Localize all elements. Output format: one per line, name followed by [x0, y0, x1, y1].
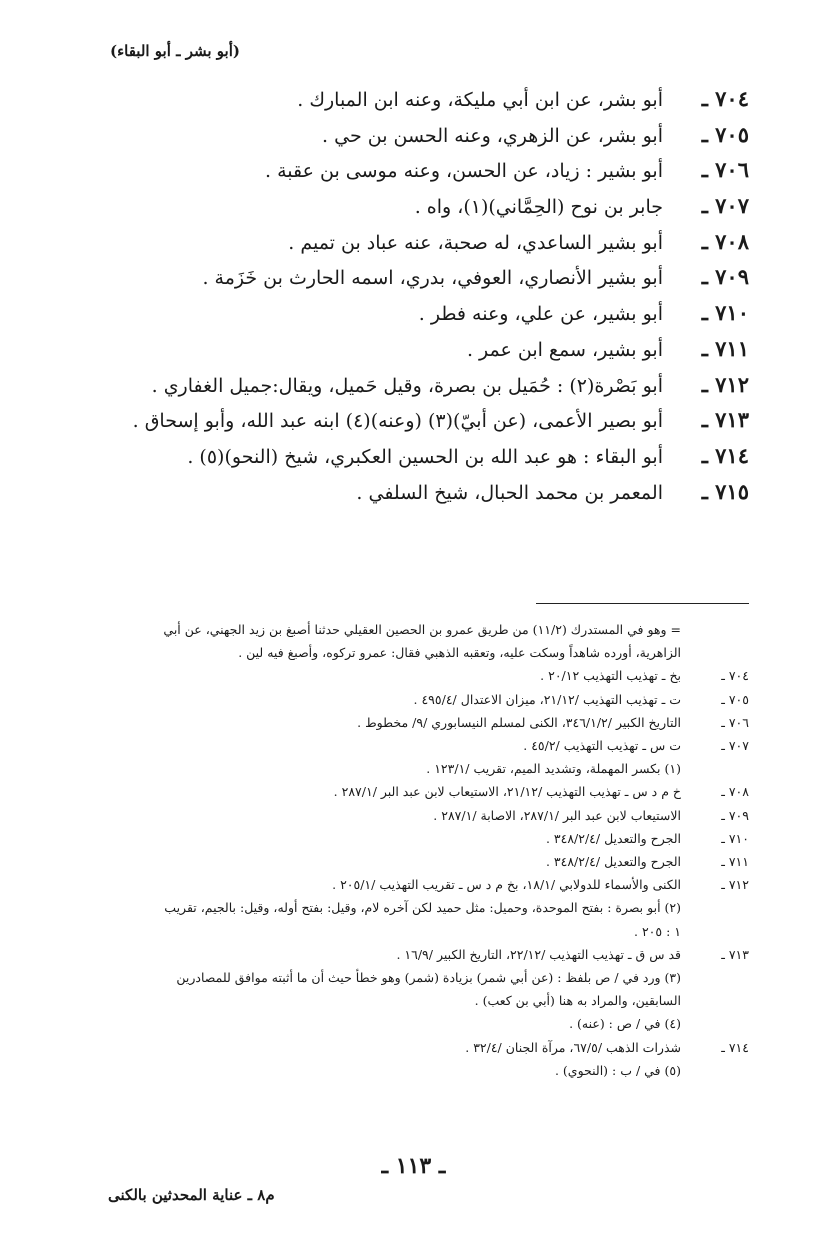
entry-row — [109, 407, 749, 443]
footnote-text: الجرح والتعديل /٣٤٨/٢/٤ . — [545, 854, 681, 870]
entry-row — [109, 157, 749, 193]
footnote-number: ٧٠٧ ـ — [721, 738, 749, 754]
footnote-row — [109, 1012, 749, 1035]
footnote-number: ٧١٢ ـ — [721, 877, 749, 893]
footnote-text: (٣) ورد في / ص بلفظ : (عن أبي شمر) بزيادة (شمر) وهو خطأ حيث أن ما أثبته موافق للمصادرين — [176, 970, 681, 986]
entry-text: أبو بشير، عن علي، وعنه فطر . — [418, 303, 663, 326]
footnote-row — [109, 757, 749, 780]
footnote-text: بخ ـ تهذيب التهذيب ٢٠/١٢ . — [540, 668, 681, 684]
footnote-row — [109, 804, 749, 827]
entry-row — [109, 122, 749, 158]
footnote-number — [681, 966, 749, 989]
footnote-number: ٧١١ ـ — [721, 854, 749, 870]
footnote-number: ٧٠٩ ـ — [721, 807, 749, 823]
footnote-row — [109, 943, 749, 966]
page-number: ـ ١١٣ ـ — [381, 1153, 446, 1179]
entry-row — [109, 372, 749, 408]
footnote-row — [109, 641, 749, 664]
footnote-row — [109, 873, 749, 896]
entry-text: أبو بشير، سمع ابن عمر . — [466, 338, 663, 361]
footnote-number: ٧٠٨ ـ — [721, 784, 749, 800]
footnote-number: ٧٠٥ ـ — [721, 691, 749, 707]
entry-row — [109, 86, 749, 122]
entry-row — [109, 264, 749, 300]
footnote-number — [681, 757, 749, 780]
entry-number: ٧١٥ ـ — [701, 478, 749, 504]
footnote-text: (٥) في / ب : (النحوي) . — [554, 1062, 681, 1078]
footnote-text: الجرح والتعديل /٣٤٨/٢/٤ . — [545, 830, 681, 846]
entry-number: ٧٠٨ ـ — [701, 228, 749, 254]
footnote-row — [109, 920, 749, 943]
footnote-text: الاستيعاب لابن عبد البر /٢٨٧/١، الاصابة /٢٨٧/١ . — [433, 807, 681, 823]
footnote-row — [109, 1036, 749, 1059]
footnote-text: خ م د س ـ تهذيب التهذيب /٢١/١٢، الاستيعاب لابن عبد البر /٢٨٧/١ . — [333, 784, 681, 800]
footnote-number: ٧١٤ ـ — [721, 1039, 749, 1055]
footnote-row — [109, 664, 749, 687]
entry-number: ٧١٠ ـ — [701, 300, 749, 326]
footnote-number: ٧١٠ ـ — [721, 830, 749, 846]
footnote-text: السابقين، والمراد به هنا (أبي بن كعب) . — [474, 993, 681, 1009]
entry-text: أبو بشير الأنصاري، العوفي، بدري، اسمه الحارث بن خَزَمة . — [202, 267, 663, 290]
entry-row — [109, 300, 749, 336]
entry-number: ٧١٤ ـ — [701, 442, 749, 468]
entries-list — [109, 86, 749, 514]
footnote-text: (٢) أبو بصرة : بفتح الموحدة، وحميل: مثل حميد لكن آخره لام، وقيل: بفتح أوله، وقيل: بالجيم، تقريب — [164, 900, 681, 916]
footnote-number — [681, 1012, 749, 1035]
entry-number: ٧٠٧ ـ — [701, 193, 749, 219]
footnote-row — [109, 896, 749, 919]
footnote-separator — [536, 603, 749, 604]
footnote-text: = وهو في المستدرك (١١/٢) من طريق عمرو بن الحصين العقيلي حدثنا أصبغ بن زيد الجهني، عن أبي — [163, 622, 681, 637]
entry-text: أبو بَصْرة(٢) : حُمَيل بن بصرة، وقيل حَميل، ويقال:جميل الغفاري . — [151, 374, 663, 397]
entry-text: أبو بشير : زياد، عن الحسن، وعنه موسى بن عقبة . — [265, 160, 663, 183]
footnote-text: (٤) في / ص : (عنه) . — [569, 1016, 681, 1032]
entry-number: ٧٠٥ ـ — [701, 121, 749, 147]
footnote-row — [109, 966, 749, 989]
footnote-number — [681, 896, 749, 919]
entry-number: ٧١١ ـ — [701, 335, 749, 361]
footnote-text: الزاهرية، أورده شاهداً وسكت عليه، وتعقبه الذهبي فقال: عمرو تركوه، وأصبغ فيه لين . — [238, 645, 681, 661]
entry-text: أبو بشر، عن الزهري، وعنه الحسن بن حي . — [322, 124, 663, 147]
entry-number: ٧٠٤ ـ — [701, 86, 749, 111]
footnote-row — [109, 734, 749, 757]
footnote-row — [109, 850, 749, 873]
entry-text: أبو بشر، عن ابن أبي مليكة، وعنه ابن المبارك . — [297, 89, 663, 111]
footnote-text: ت س ـ تهذيب التهذيب /٤٥/٢ . — [523, 738, 681, 754]
entry-text: جابر بن نوح (الحِمَّاني)(١)، واه . — [414, 196, 663, 219]
entry-row — [109, 479, 749, 515]
entry-text: أبو بشير الساعدي، له صحبة، عنه عباد بن تميم . — [288, 231, 663, 254]
signature-line: م٨ ـ عناية المحدثين بالكنى — [108, 1186, 275, 1204]
footnote-text: (١) بكسر المهملة، وتشديد الميم، تقريب /١٢٣/١ . — [426, 761, 681, 777]
footnote-number — [681, 989, 749, 1012]
footnote-row — [109, 827, 749, 850]
footnote-row — [109, 780, 749, 803]
footnote-text: ١ : ٢٠٥ . — [634, 923, 681, 939]
running-head: (أبو بشر ـ أبو البقاء) — [110, 42, 240, 60]
entry-row — [109, 336, 749, 372]
footnote-number: ٧٠٦ ـ — [721, 714, 749, 730]
entry-text: أبو البقاء : هو عبد الله بن الحسين العكبري، شيخ (النحو)(٥) . — [187, 445, 663, 468]
entry-row — [109, 443, 749, 479]
footnote-number: ٧٠٤ ـ — [721, 668, 749, 684]
footnote-text: ت ـ تهذيب التهذيب /٢١/١٢، ميزان الاعتدال /٤٩٥/٤ . — [413, 691, 681, 707]
footnote-row — [109, 711, 749, 734]
entry-number: ٧٠٩ ـ — [701, 264, 749, 290]
entry-number: ٧١٣ ـ — [701, 407, 749, 433]
entry-text: المعمر بن محمد الحبال، شيخ السلفي . — [356, 481, 663, 504]
entry-row — [109, 193, 749, 229]
footnote-number — [681, 618, 749, 641]
footnote-number — [681, 920, 749, 943]
footnote-text: قد س ق ـ تهذيب التهذيب /٢٢/١٢، التاريخ الكبير /١٦/٩ . — [396, 946, 681, 962]
footnote-text: التاريخ الكبير /٣٤٦/١/٢، الكنى لمسلم النيسابوري /٩/ مخطوط . — [357, 714, 681, 730]
footnote-row — [109, 1059, 749, 1082]
entry-row — [109, 229, 749, 265]
footnote-number — [681, 641, 749, 664]
footnote-number: ٧١٣ ـ — [721, 946, 749, 962]
entry-text: أبو بصير الأعمى، (عن أبيّ)(٣) (وعنه)(٤) ابنه عبد الله، وأبو إسحاق . — [132, 410, 663, 433]
footnote-text: الكنى والأسماء للدولابي /١٨/١، بخ م د س ـ تقريب التهذيب /٢٠٥/١ . — [332, 877, 681, 893]
entry-number: ٧١٢ ـ — [701, 371, 749, 397]
footnote-row — [109, 989, 749, 1012]
footnote-row — [109, 618, 749, 641]
footnote-text: شذرات الذهب /٦٧/٥، مرآة الجنان /٣٢/٤ . — [465, 1039, 681, 1055]
footnote-row — [109, 688, 749, 711]
footnotes — [109, 618, 749, 1082]
entry-number: ٧٠٦ ـ — [701, 157, 749, 183]
footnote-number — [681, 1059, 749, 1082]
